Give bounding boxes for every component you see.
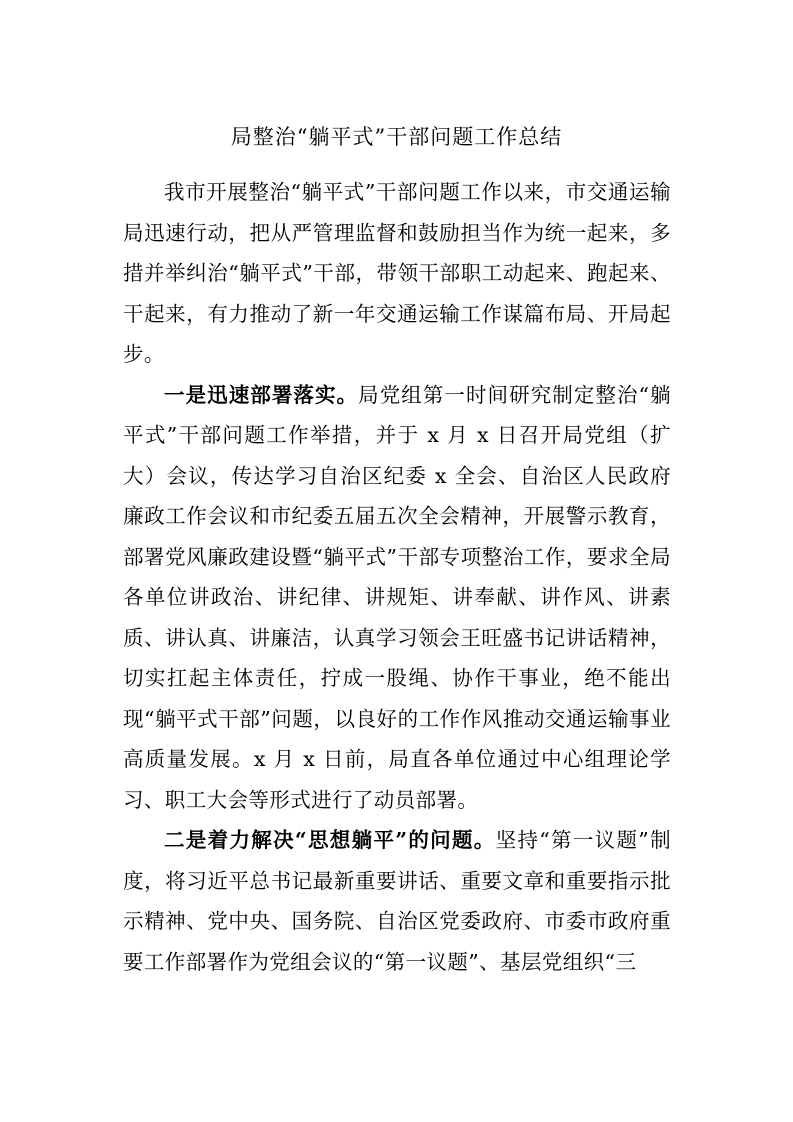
- paragraph-intro: [123, 172, 671, 375]
- paragraph-lead: 二是着力解决“思想躺平”的问题。: [164, 828, 496, 852]
- paragraph-text: 局党组第一时间研究制定整治“躺平式”干部问题工作举措，并于 x 月 x 日召开局党组（扩大）会议，传达学习自治区纪委 x 全会、自治区人民政府廉政工作会议和市纪委五届五次全会精神，开展警示教育，部署党风廉政建设暨“躺平式”干部专项整治工作，要求全局各单位讲政治、讲纪律、讲规矩、讲奉献、讲作风、讲素质、讲认真、讲廉洁，认真学习领会王旺盛书记讲话精神，切实扛起主体责任，拧成一股绳、协作干事业，绝不能出现“躺平式干部”问题，以良好的工作作风推动交通运输事业高质量发展。x 月 x 日前，局直各单位通过中心组理论学习、职工大会等形式进行了动员部署。: [123, 382, 671, 812]
- paragraph-text: 我市开展整治“躺平式”干部问题工作以来，市交通运输局迅速行动，把从严管理监督和鼓励担当作为统一起来，多措并举纠治“躺平式”干部，带领干部职工动起来、跑起来、干起来，有力推动了新一年交通运输工作谋篇布局、开局起步。: [123, 180, 671, 366]
- document-body: [123, 172, 671, 982]
- paragraph-text: 坚持“第一议题”制度，将习近平总书记最新重要讲话、重要文章和重要指示批示精神、党中央、国务院、自治区党委政府、市委市政府重要工作部署作为党组会议的“第一议题”、基层党组织“三: [123, 828, 672, 974]
- document-title: 局整治“躺平式”干部问题工作总结: [230, 125, 563, 149]
- paragraph-thought: [123, 820, 671, 982]
- paragraph-deployment: [123, 375, 671, 821]
- paragraph-lead: 一是迅速部署落实。: [164, 382, 359, 407]
